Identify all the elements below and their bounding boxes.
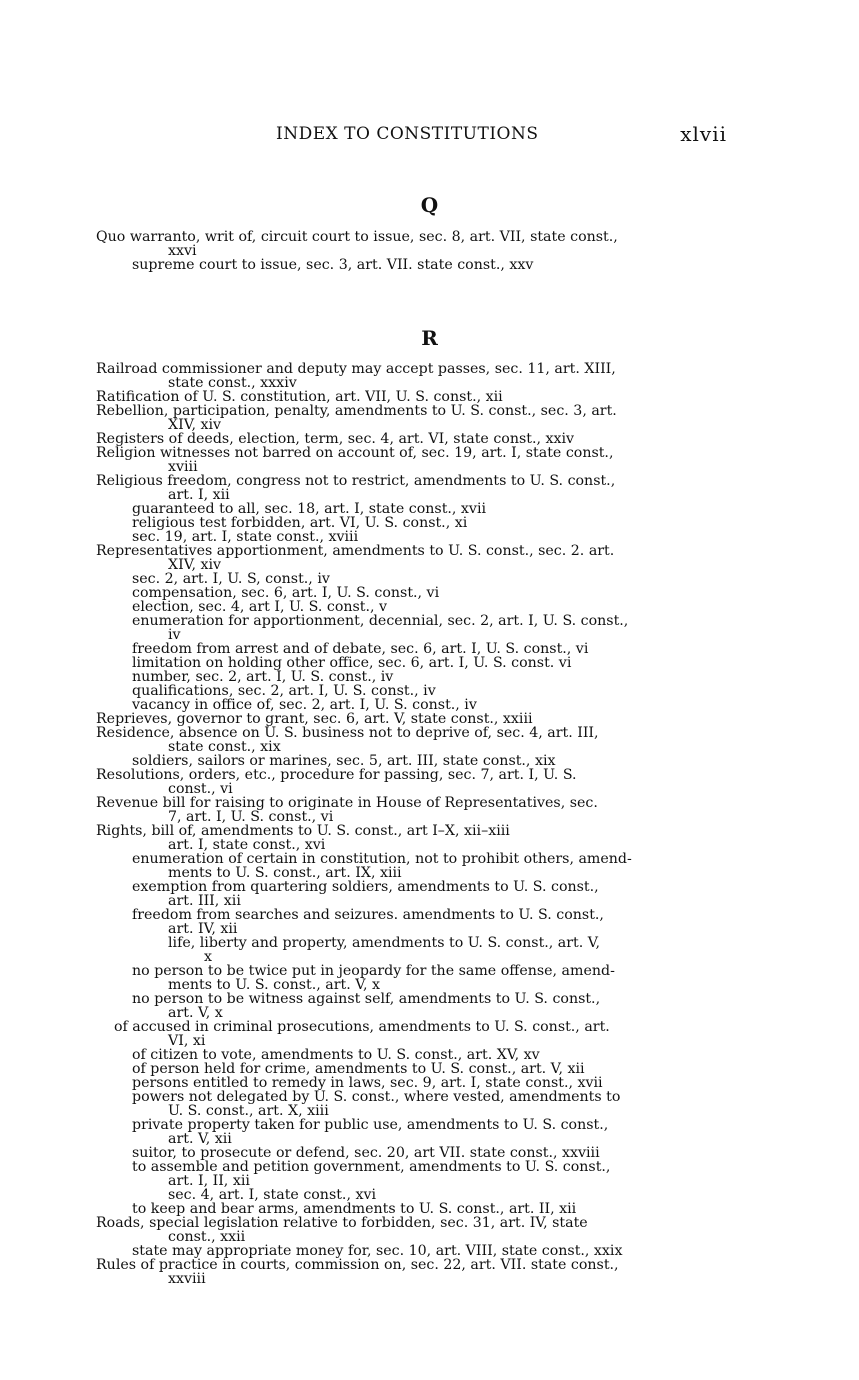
index-entry-line: freedom from searches and seizures. amendments to U. S. const., bbox=[132, 907, 604, 923]
section-letter-r: R bbox=[421, 326, 438, 350]
index-entry-line: vacancy in office of, sec. 2, art. I, U. S. const., iv bbox=[132, 697, 477, 713]
index-entry-line: Railroad commissioner and deputy may accept passes, sec. 11, art. XIII, bbox=[96, 361, 616, 377]
index-entry-line: U. S. const., art. X, xiii bbox=[168, 1103, 329, 1119]
index-entry-line: of person held for crime, amendments to U. S. const., art. V, xii bbox=[132, 1061, 585, 1077]
index-entry-line: compensation, sec. 6, art. I, U. S. const., vi bbox=[132, 585, 440, 601]
index-entry-line: art. I, state const., xvi bbox=[168, 837, 326, 853]
index-entry-line: Revenue bill for raising to originate in House of Representatives, sec. bbox=[96, 795, 598, 811]
index-entry-line: art. I, xii bbox=[168, 487, 230, 503]
index-entry-line: state const., xix bbox=[168, 739, 281, 755]
page-number: xlvii bbox=[680, 122, 727, 146]
index-entry-line: enumeration for apportionment, decennial, sec. 2, art. I, U. S. const., bbox=[132, 613, 629, 629]
index-entry-line: sec. 2, art. I, U. S, const., iv bbox=[132, 571, 330, 587]
index-entry-line: art. V, x bbox=[168, 1005, 223, 1021]
index-entry-line: ments to U. S. const., art. V, x bbox=[168, 977, 381, 993]
index-entry-line: to assemble and petition government, amendments to U. S. const., bbox=[132, 1159, 611, 1175]
index-entry-line: freedom from arrest and of debate, sec. 6, art. I, U. S. const., vi bbox=[132, 641, 589, 657]
index-entry-line: private property taken for public use, amendments to U. S. const., bbox=[132, 1117, 609, 1133]
index-entry-line: art. V, xii bbox=[168, 1131, 232, 1147]
index-entry-line: no person to be twice put in jeopardy for the same offense, amend- bbox=[132, 963, 615, 979]
index-entry-line: VI, xi bbox=[168, 1033, 206, 1049]
index-entry-line: life, liberty and property, amendments to U. S. const., art. V, bbox=[168, 935, 601, 951]
index-entry-line: Ratification of U. S. constitution, art. VII, U. S. const., xii bbox=[96, 389, 503, 405]
index-entry-line: powers not delegated by U. S. const., where vested, amendments to bbox=[132, 1089, 621, 1105]
index-entry-line: xviii bbox=[168, 459, 198, 475]
index-entry-line: Rights, bill of, amendments to U. S. const., art I–X, xii–xiii bbox=[96, 823, 510, 839]
index-entry-line: Religion witnesses not barred on account of, sec. 19, art. I, state const., bbox=[96, 445, 614, 461]
index-entry-line: suitor, to prosecute or defend, sec. 20, art VII. state const., xxviii bbox=[132, 1145, 600, 1161]
index-entry-line: Registers of deeds, election, term, sec. 4, art. VI, state const., xxiv bbox=[96, 431, 575, 447]
index-entry-line: Reprieves, governor to grant, sec. 6, art. V, state const., xxiii bbox=[96, 711, 533, 727]
index-entry-line: Religious freedom, congress not to restrict, amendments to U. S. const., bbox=[96, 473, 616, 489]
index-entry-line: to keep and bear arms, amendments to U. S. const., art. II, xii bbox=[132, 1201, 577, 1217]
section-letter-q: Q bbox=[420, 193, 439, 217]
index-entry-line: enumeration of certain in constitution, not to prohibit others, amend- bbox=[132, 851, 632, 867]
index-entry-line: iv bbox=[168, 627, 181, 643]
index-entry-line: const., vi bbox=[168, 781, 233, 797]
index-entry-line: art. IV, xii bbox=[168, 921, 238, 937]
index-entry-line: election, sec. 4, art I, U. S. const., v bbox=[132, 599, 388, 615]
index-entry-line: Rebellion, participation, penalty, amendments to U. S. const., sec. 3, art. bbox=[96, 403, 617, 419]
index-section-q bbox=[96, 230, 736, 272]
index-section-r bbox=[96, 362, 736, 1286]
index-entry-line: sec. 19, art. I, state const., xviii bbox=[132, 529, 359, 545]
index-entry-line: of citizen to vote, amendments to U. S. const., art. XV, xv bbox=[132, 1047, 540, 1063]
index-entry-line: XIV, xiv bbox=[168, 417, 222, 433]
index-entry-line: const., xxii bbox=[168, 1229, 246, 1245]
index-entry-line: 7, art. I, U. S. const., vi bbox=[168, 809, 334, 825]
index-entry-line: ments to U. S. const., art. IX, xiii bbox=[168, 865, 402, 881]
index-entry-line: Quo warranto, writ of, circuit court to issue, sec. 8, art. VII, state const., bbox=[96, 229, 618, 245]
index-entry-line: x bbox=[204, 949, 213, 965]
index-entry-line: religious test forbidden, art. VI, U. S. const., xi bbox=[132, 515, 468, 531]
index-entry-line: Representatives apportionment, amendments to U. S. const., sec. 2. art. bbox=[96, 543, 615, 559]
running-title: INDEX TO CONSTITUTIONS bbox=[276, 124, 539, 144]
index-entry-line: xxvi bbox=[168, 243, 197, 259]
index-entry-line: art. I, II, xii bbox=[168, 1173, 250, 1189]
index-entry-line: of accused in criminal prosecutions, amendments to U. S. const., art. bbox=[114, 1019, 610, 1035]
index-entry-line: guaranteed to all, sec. 18, art. I, state const., xvii bbox=[132, 501, 487, 517]
index-entry-line: Roads, special legislation relative to forbidden, sec. 31, art. IV, state bbox=[96, 1215, 588, 1231]
index-entry-line: state const., xxxiv bbox=[168, 375, 297, 391]
index-entry-line: Residence, absence on U. S. business not to deprive of, sec. 4, art. III, bbox=[96, 725, 599, 741]
index-entry-line: qualifications, sec. 2, art. I, U. S. const., iv bbox=[132, 683, 436, 699]
index-entry-line: exemption from quartering soldiers, amendments to U. S. const., bbox=[132, 879, 599, 895]
index-entry-line: Rules of practice in courts, commission on, sec. 22, art. VII. state const., bbox=[96, 1257, 619, 1273]
index-entry-line: xxviii bbox=[168, 1271, 206, 1287]
index-entry-line: Resolutions, orders, etc., procedure for passing, sec. 7, art. I, U. S. bbox=[96, 767, 577, 783]
index-entry-line: persons entitled to remedy in laws, sec. 9, art. I, state const., xvii bbox=[132, 1075, 603, 1091]
index-entry-line: art. III, xii bbox=[168, 893, 241, 909]
index-entry-line: supreme court to issue, sec. 3, art. VII. state const., xxv bbox=[132, 257, 534, 273]
index-entry-line: state may appropriate money for, sec. 10, art. VIII, state const., xxix bbox=[132, 1243, 623, 1259]
index-entry-line: XIV, xiv bbox=[168, 557, 222, 573]
index-entry-line: number, sec. 2, art. I, U. S. const., iv bbox=[132, 669, 394, 685]
index-entry-line: sec. 4, art. I, state const., xvi bbox=[168, 1187, 377, 1203]
index-entry-line: no person to be witness against self, amendments to U. S. const., bbox=[132, 991, 601, 1007]
index-entry-line: limitation on holding other office, sec. 6, art. I, U. S. const. vi bbox=[132, 655, 572, 671]
index-entry-line: soldiers, sailors or marines, sec. 5, art. III, state const., xix bbox=[132, 753, 556, 769]
